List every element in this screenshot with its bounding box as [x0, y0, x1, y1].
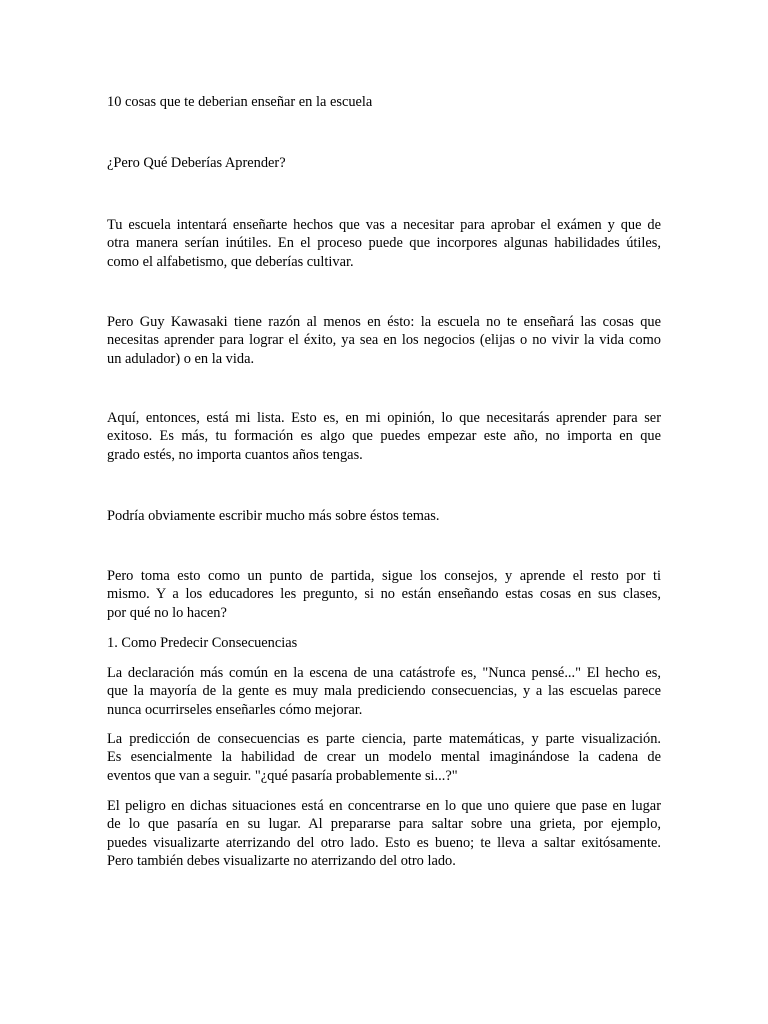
paragraph-6: La declaración más común en la escena de una catástrofe es, "Nunca pensé..." El hecho es, que la mayoría de la gente es muy mala prediciendo consecuencias, y a las escuelas parece nunca ocurrirseles enseñarles cómo mejorar. [107, 665, 661, 718]
document-title: 10 cosas que te deberian enseñar en la escuela [107, 94, 373, 110]
paragraph-7: La predicción de consecuencias es parte ciencia, parte matemáticas, y parte visualización. Es esencialmente la habilidad de crear un modelo mental imaginándose la cadena de eventos que van a seguir. "¿qué pasaría probablemente si...?" [107, 731, 661, 784]
paragraph-8: El peligro en dichas situaciones está en concentrarse en lo que uno quiere que pase en lugar de lo que pasaría en su lugar. Al prepararse para saltar sobre una grieta, por ejemplo, puedes visualizarte aterrizando del otro lado. Esto es bueno; te lleva a saltar exitósamente. Pero también debes visualizarte no aterrizando del otro lado. [107, 798, 661, 870]
paragraph-1: Tu escuela intentará enseñarte hechos que vas a necesitar para aprobar el exámen y que de otra manera serían inútiles. En el proceso puede que incorpores algunas habilidades útiles, como el alfabetismo, que deberías cultivar. [107, 217, 661, 270]
paragraph-3: Aquí, entonces, está mi lista. Esto es, en mi opinión, lo que necesitarás aprender para ser exitoso. Es más, tu formación es algo que puedes empezar este año, no importa en que grado estés, no importa cuantos años tengas. [107, 410, 661, 463]
paragraph-2: Pero Guy Kawasaki tiene razón al menos en ésto: la escuela no te enseñará las cosas que necesitas aprender para lograr el éxito, ya sea en los negocios (elijas o no vivir la vida como un adulador) o en la vida. [107, 314, 661, 367]
section-heading-1: 1. Como Predecir Consecuencias [107, 635, 298, 651]
document-subtitle: ¿Pero Qué Deberías Aprender? [107, 155, 286, 171]
paragraph-5: Pero toma esto como un punto de partida, sigue los consejos, y aprende el resto por ti mismo. Y a los educadores les pregunto, si no están enseñando estas cosas en sus clases, por qué no lo hacen? [107, 568, 661, 621]
paragraph-4: Podría obviamente escribir mucho más sobre éstos temas. [107, 508, 440, 524]
